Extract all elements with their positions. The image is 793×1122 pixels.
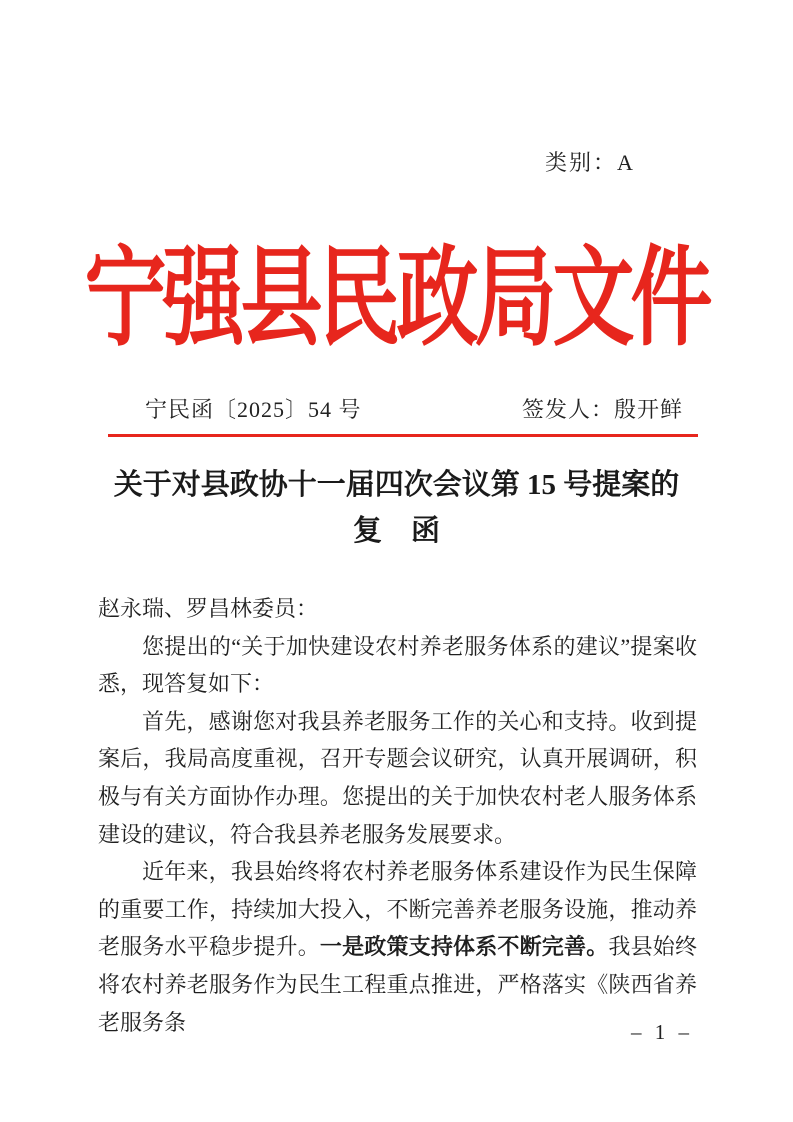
signer-label: 签发人：殷开鲜 xyxy=(521,397,683,422)
paragraph: 您提出的“关于加快建设农村养老服务体系的建议”提案收悉，现答复如下： xyxy=(98,633,697,697)
paragraph-segment: 我县始终将农村养老服务作为民生工程重点推进，严格落实《陕西省养老服务条 xyxy=(98,934,697,1035)
letterhead-title: 宁强县民政局文件 xyxy=(84,238,709,359)
document-body xyxy=(98,590,697,1041)
document-title-line2: 复 函 xyxy=(352,515,440,547)
salutation: 赵永瑞、罗昌林委员： xyxy=(98,596,319,621)
header-divider xyxy=(108,434,698,437)
paragraph xyxy=(98,853,697,1041)
paragraph-segment-bold: 一是政策支持体系不断完善。 xyxy=(319,934,609,960)
doc-number: 宁民函〔2025〕54 号 xyxy=(145,397,362,422)
page-number: – 1 – xyxy=(631,1020,693,1044)
category-label: 类别：A xyxy=(545,150,635,175)
paragraph-segment: 近年来，我县始终将农村养老服务体系建设作为民生保障的重要工作，持续加大投入，不断完善养老服务设施，推动养老服务水平稳步提升。 xyxy=(98,859,697,960)
document-title xyxy=(60,462,733,554)
doc-number-row xyxy=(100,393,697,424)
paragraph: 首先，感谢您对我县养老服务工作的关心和支持。收到提案后，我局高度重视，召开专题会议研究，认真开展调研，积极与有关方面协作办理。您提出的关于加快农村老人服务体系建设的建议，符合我县养老服务发展要求。 xyxy=(98,708,697,847)
document-title-line1: 关于对县政协十一届四次会议第 15 号提案的 xyxy=(113,469,680,501)
